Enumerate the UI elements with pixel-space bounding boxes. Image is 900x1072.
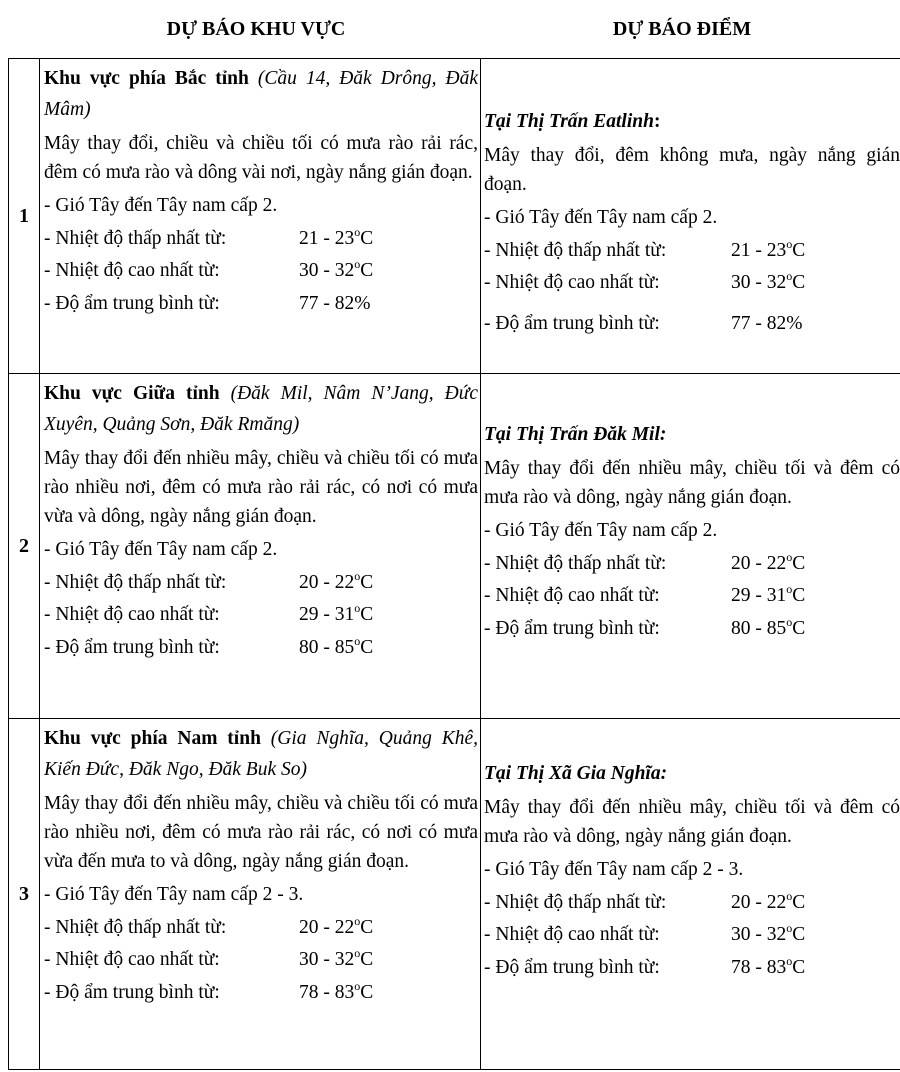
area-description: Mây thay đổi đến nhiều mây, chiều và chiều tối có mưa rào nhiều nơi, đêm có mưa rào rải rác, có nơi có mưa vừa đến mưa to và dông, ngày nắng gián đoạn. [44,793,478,872]
max-temp-value [731,919,805,952]
max-temp-number: 29 - 31 [299,604,355,625]
point-wind: - Gió Tây đến Tây nam cấp 2 - 3. [484,859,744,880]
humidity-unit: C [792,617,806,639]
max-temp-value [731,580,805,613]
temp-unit: C [792,552,806,574]
point-wind: - Gió Tây đến Tây nam cấp 2. [484,520,718,541]
point-wind: - Gió Tây đến Tây nam cấp 2. [484,207,718,228]
humidity-label: - Độ ẩm trung bình từ: [484,312,660,334]
humidity-unit: C [360,636,374,658]
temp-unit: C [792,239,806,261]
point-max-temp [484,580,900,613]
area-max-temp [44,255,478,288]
max-temp-value [299,944,373,977]
humidity-number: 80 - 85 [731,617,787,639]
area-title [44,63,478,125]
area-max-temp [44,944,478,977]
max-temp-label: - Nhiệt độ cao nhất từ: [484,585,660,606]
temp-unit: C [360,916,374,938]
humidity-number: 78 - 83 [299,981,355,1003]
point-title: Tại Thị Xã Gia Nghĩa: [484,763,668,784]
max-temp-label: - Nhiệt độ cao nhất từ: [44,260,220,281]
degree-symbol: o [354,633,361,648]
max-temp-value [299,255,373,288]
degree-symbol: o [786,549,793,564]
temp-unit: C [792,924,806,945]
area-places: (Gia Nghĩa, Quảng Khê, Kiến Đức, Đăk Ngo, Đăk Buk So) [44,728,479,780]
max-temp-value [731,267,805,300]
point-title: Tại Thị Trấn Đăk Mil: [484,424,667,445]
point-min-temp [484,235,900,268]
min-temp-number: 21 - 23 [299,227,355,249]
min-temp-value [299,567,373,600]
max-temp-number: 30 - 32 [731,924,787,945]
humidity-label: - Độ ẩm trung bình từ: [44,636,220,658]
temp-unit: C [360,260,374,281]
temp-unit: C [360,604,374,625]
degree-symbol: o [354,601,361,615]
humidity-value [731,613,805,646]
area-name: Khu vực phía Bắc tỉnh [44,68,249,89]
area-wind: - Gió Tây đến Tây nam cấp 2. [44,539,278,560]
area-humidity [44,977,478,1010]
temp-unit: C [360,227,374,249]
min-temp-label: - Nhiệt độ thấp nhất từ: [44,916,227,938]
area-description: Mây thay đổi, chiều và chiều tối có mưa rào rải rác, đêm có mưa rào và dông vài nơi, ngày nắng gián đoạn. [44,133,478,183]
area-places: (Đăk Mil, Nâm N’Jang, Đức Xuyên, Quảng Sơn, Đăk Rmăng) [44,383,478,435]
humidity-value: 77 - 82% [299,292,371,314]
point-title-text: Tại Thị Trấn Eatlinh [484,111,654,132]
max-temp-label: - Nhiệt độ cao nhất từ: [484,272,660,293]
point-max-temp [484,919,900,952]
point-description: Mây thay đổi đến nhiều mây, chiều tối và đêm có mưa rào và dông, ngày nắng gián đoạn. [484,797,900,847]
humidity-label: - Độ ẩm trung bình từ: [484,956,660,978]
area-max-temp [44,599,478,632]
point-forecast-cell [481,719,900,1070]
humidity-unit: C [792,956,806,978]
degree-symbol: o [354,224,361,239]
degree-symbol: o [354,946,361,960]
row-number: 3 [9,719,40,1070]
min-temp-label: - Nhiệt độ thấp nhất từ: [484,552,667,574]
area-forecast-cell [40,719,481,1070]
point-humidity [484,952,900,985]
min-temp-value [299,223,373,256]
column-headers [38,14,890,44]
point-description: Mây thay đổi, đêm không mưa, ngày nắng gián đoạn. [484,145,900,195]
area-humidity [44,288,478,321]
degree-symbol: o [786,269,793,283]
area-wind: - Gió Tây đến Tây nam cấp 2 - 3. [44,884,304,905]
humidity-label: - Độ ẩm trung bình từ: [484,617,660,639]
min-temp-value [731,548,805,581]
humidity-value: 77 - 82% [731,312,803,334]
max-temp-label: - Nhiệt độ cao nhất từ: [484,924,660,945]
point-title-colon: : [653,111,661,132]
row-number: 1 [9,59,40,374]
area-forecast-cell [40,59,481,374]
point-min-temp [484,887,900,920]
min-temp-number: 20 - 22 [731,891,787,913]
area-min-temp [44,567,478,600]
degree-symbol: o [786,614,793,629]
area-wind: - Gió Tây đến Tây nam cấp 2. [44,195,278,216]
area-forecast-heading: DỰ BÁO KHU VỰC [166,18,346,40]
degree-symbol: o [354,978,361,993]
max-temp-label: - Nhiệt độ cao nhất từ: [44,949,220,970]
point-humidity [484,613,900,646]
point-forecast-cell [481,59,900,374]
table-row [9,59,900,374]
degree-symbol: o [354,257,361,271]
max-temp-number: 30 - 32 [299,949,355,970]
degree-symbol: o [786,236,793,251]
temp-unit: C [792,585,806,606]
point-forecast-heading: DỰ BÁO ĐIỂM [612,18,752,40]
degree-symbol: o [354,568,361,583]
point-max-temp [484,267,900,300]
temp-unit: C [360,949,374,970]
degree-symbol: o [354,913,361,928]
point-humidity [484,308,900,341]
point-forecast-cell [481,374,900,719]
area-min-temp [44,912,478,945]
min-temp-label: - Nhiệt độ thấp nhất từ: [484,891,667,913]
max-temp-value [299,599,373,632]
humidity-unit: C [360,981,374,1003]
humidity-number: 80 - 85 [299,636,355,658]
min-temp-number: 20 - 22 [299,916,355,938]
temp-unit: C [792,272,806,293]
max-temp-number: 29 - 31 [731,585,787,606]
point-min-temp [484,548,900,581]
area-min-temp [44,223,478,256]
min-temp-value [731,235,805,268]
area-name: Khu vực Giữa tỉnh [44,383,220,404]
humidity-label: - Độ ẩm trung bình từ: [44,292,220,314]
min-temp-number: 21 - 23 [731,239,787,261]
humidity-value [299,632,373,665]
degree-symbol: o [786,888,793,903]
temp-unit: C [360,571,374,593]
max-temp-label: - Nhiệt độ cao nhất từ: [44,604,220,625]
humidity-number: 78 - 83 [731,956,787,978]
max-temp-number: 30 - 32 [299,260,355,281]
temp-unit: C [792,891,806,913]
point-title [484,107,900,137]
min-temp-number: 20 - 22 [299,571,355,593]
area-name: Khu vực phía Nam tỉnh [44,728,261,749]
min-temp-label: - Nhiệt độ thấp nhất từ: [44,571,227,593]
area-forecast-cell [40,374,481,719]
area-title [44,378,478,440]
area-description: Mây thay đổi đến nhiều mây, chiều và chiều tối có mưa rào nhiều nơi, đêm có mưa rào rải rác, có nơi có mưa vừa và dông, ngày nắng gián đoạn. [44,448,478,527]
table-row [9,374,900,719]
degree-symbol: o [786,582,793,596]
min-temp-value [731,887,805,920]
humidity-value [731,952,805,985]
humidity-label: - Độ ẩm trung bình từ: [44,981,220,1003]
max-temp-number: 30 - 32 [731,272,787,293]
min-temp-number: 20 - 22 [731,552,787,574]
humidity-value [299,977,373,1010]
degree-symbol: o [786,921,793,935]
min-temp-label: - Nhiệt độ thấp nhất từ: [484,239,667,261]
forecast-table [8,58,900,1070]
min-temp-value [299,912,373,945]
area-title [44,723,478,785]
degree-symbol: o [786,953,793,968]
min-temp-label: - Nhiệt độ thấp nhất từ: [44,227,227,249]
area-humidity [44,632,478,665]
point-description: Mây thay đổi đến nhiều mây, chiều tối và đêm có mưa rào và dông, ngày nắng gián đoạn. [484,458,900,508]
row-number: 2 [9,374,40,719]
table-row [9,719,900,1070]
area-places: (Cầu 14, Đăk Drông, Đăk Mâm) [44,68,478,120]
